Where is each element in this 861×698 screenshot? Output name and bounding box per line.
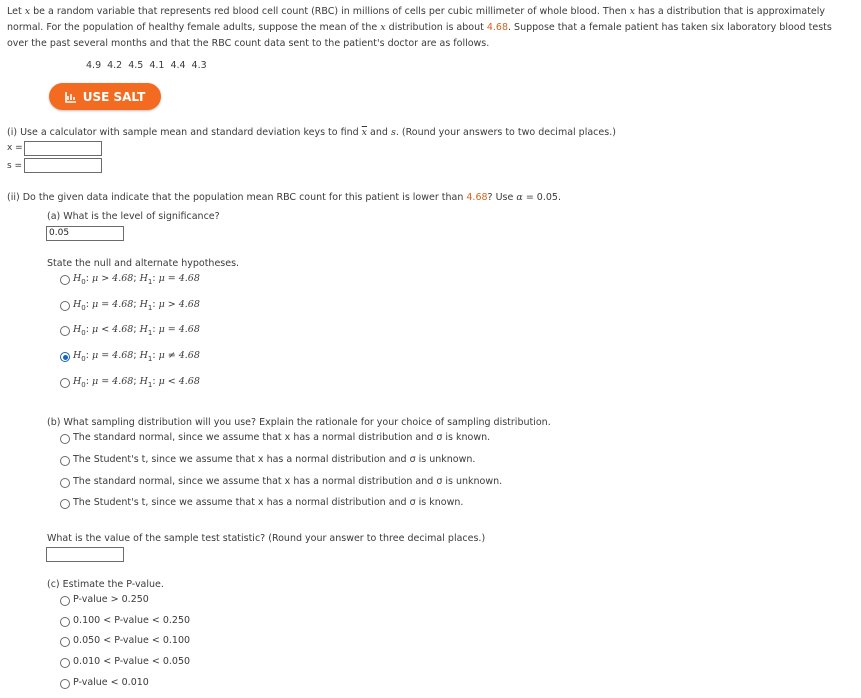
hypothesis-radio-3[interactable] (60, 326, 70, 336)
sampling-radio-1[interactable] (60, 434, 70, 444)
sampling-option-3: The standard normal, since we assume that x has a normal distribution and σ is unknown. (73, 476, 503, 487)
test-statistic-question: What is the value of the sample test statistic? (Round your answer to three decimal places.) (47, 533, 486, 544)
sampling-radio-3[interactable] (60, 478, 70, 488)
sampling-option-1: The standard normal, since we assume that x has a normal distribution and σ is known. (73, 432, 491, 443)
hypothesis-option-3: $H_0$: μ < 4.68; $H_1$: μ = 4.68 (73, 324, 200, 337)
xbar-label: x = (7, 143, 23, 153)
data-value: 4.5 (128, 60, 144, 71)
p-value-radio-3[interactable] (60, 637, 70, 647)
hypothesis-radio-5[interactable] (60, 378, 70, 388)
salt-chart-icon (65, 91, 77, 103)
sampling-option-2: The Student's t, since we assume that x has a normal distribution and σ is unknown. (73, 454, 476, 465)
hypothesis-option-1: $H_0$: μ > 4.68; $H_1$: μ = 4.68 (73, 273, 200, 286)
hypothesis-radio-2[interactable] (60, 301, 70, 311)
sampling-radio-4[interactable] (60, 499, 70, 509)
p-value-option-5: P-value < 0.010 (73, 677, 149, 688)
hypotheses-label: State the null and alternate hypotheses. (47, 258, 240, 269)
data-value: 4.4 (170, 60, 186, 71)
p-value-question: (c) Estimate the P-value. (47, 579, 164, 590)
hypothesis-option-2: $H_0$: μ = 4.68; $H_1$: μ > 4.68 (73, 299, 200, 312)
use-salt-label: USE SALT (82, 89, 146, 104)
significance-question: (a) What is the level of significance? (47, 211, 220, 222)
sampling-option-4: The Student's t, since we assume that x has a normal distribution and σ is known. (73, 497, 464, 508)
p-value-option-3: 0.050 < P-value < 0.100 (73, 635, 191, 646)
sampling-radio-2[interactable] (60, 456, 70, 466)
data-value: 4.3 (191, 60, 207, 71)
problem-intro: Let x be a random variable that represents red blood cell count (RBC) in millions of cells per cubic millimeter of whole blood. Then x has a distribution that is approximately normal. For the population of healthy female adults, suppose the mean of the x distribution is about 4.68. Suppose that a female patient has taken six laboratory blood tests over the past several months and that the RBC count data sent to the patient's doctor are as follows. (7, 6, 832, 49)
p-value-radio-1[interactable] (60, 596, 70, 606)
rbc-data-values (86, 60, 213, 71)
p-value-option-1: P-value > 0.250 (73, 594, 149, 605)
p-value-radio-2[interactable] (60, 617, 70, 627)
hypothesis-radio-4-selected[interactable] (60, 352, 70, 362)
population-mean: 4.68 (486, 22, 509, 33)
sampling-distribution-question: (b) What sampling distribution will you use? Explain the rationale for your choice of sampling distribution. (47, 417, 551, 428)
data-value: 4.9 (86, 60, 102, 71)
p-value-radio-4[interactable] (60, 658, 70, 668)
s-label: s = (7, 161, 23, 171)
hypothesis-option-5: $H_0$: μ = 4.68; $H_1$: μ < 4.68 (73, 376, 200, 389)
hypothesis-radio-1[interactable] (60, 275, 70, 285)
part-ii-question: (ii) Do the given data indicate that the population mean RBC count for this patient is lower than 4.68? Use α = 0.05. (7, 192, 561, 203)
p-value-radio-5[interactable] (60, 679, 70, 689)
data-value: 4.2 (107, 60, 123, 71)
significance-input[interactable]: 0.05 (46, 226, 124, 241)
s-input[interactable] (24, 158, 102, 173)
data-value: 4.1 (149, 60, 165, 71)
p-value-option-4: 0.010 < P-value < 0.050 (73, 656, 191, 667)
xbar-input[interactable] (24, 141, 102, 156)
p-value-option-2: 0.100 < P-value < 0.250 (73, 615, 191, 626)
use-salt-button[interactable] (49, 83, 161, 110)
part-i-question: (i) Use a calculator with sample mean and standard deviation keys to find $\overline{x}$ and s. (Round your answers to two decimal places.) (7, 127, 616, 138)
hypothesis-option-4: $H_0$: μ = 4.68; $H_1$: μ ≠ 4.68 (73, 350, 200, 363)
test-statistic-input[interactable] (46, 547, 124, 562)
